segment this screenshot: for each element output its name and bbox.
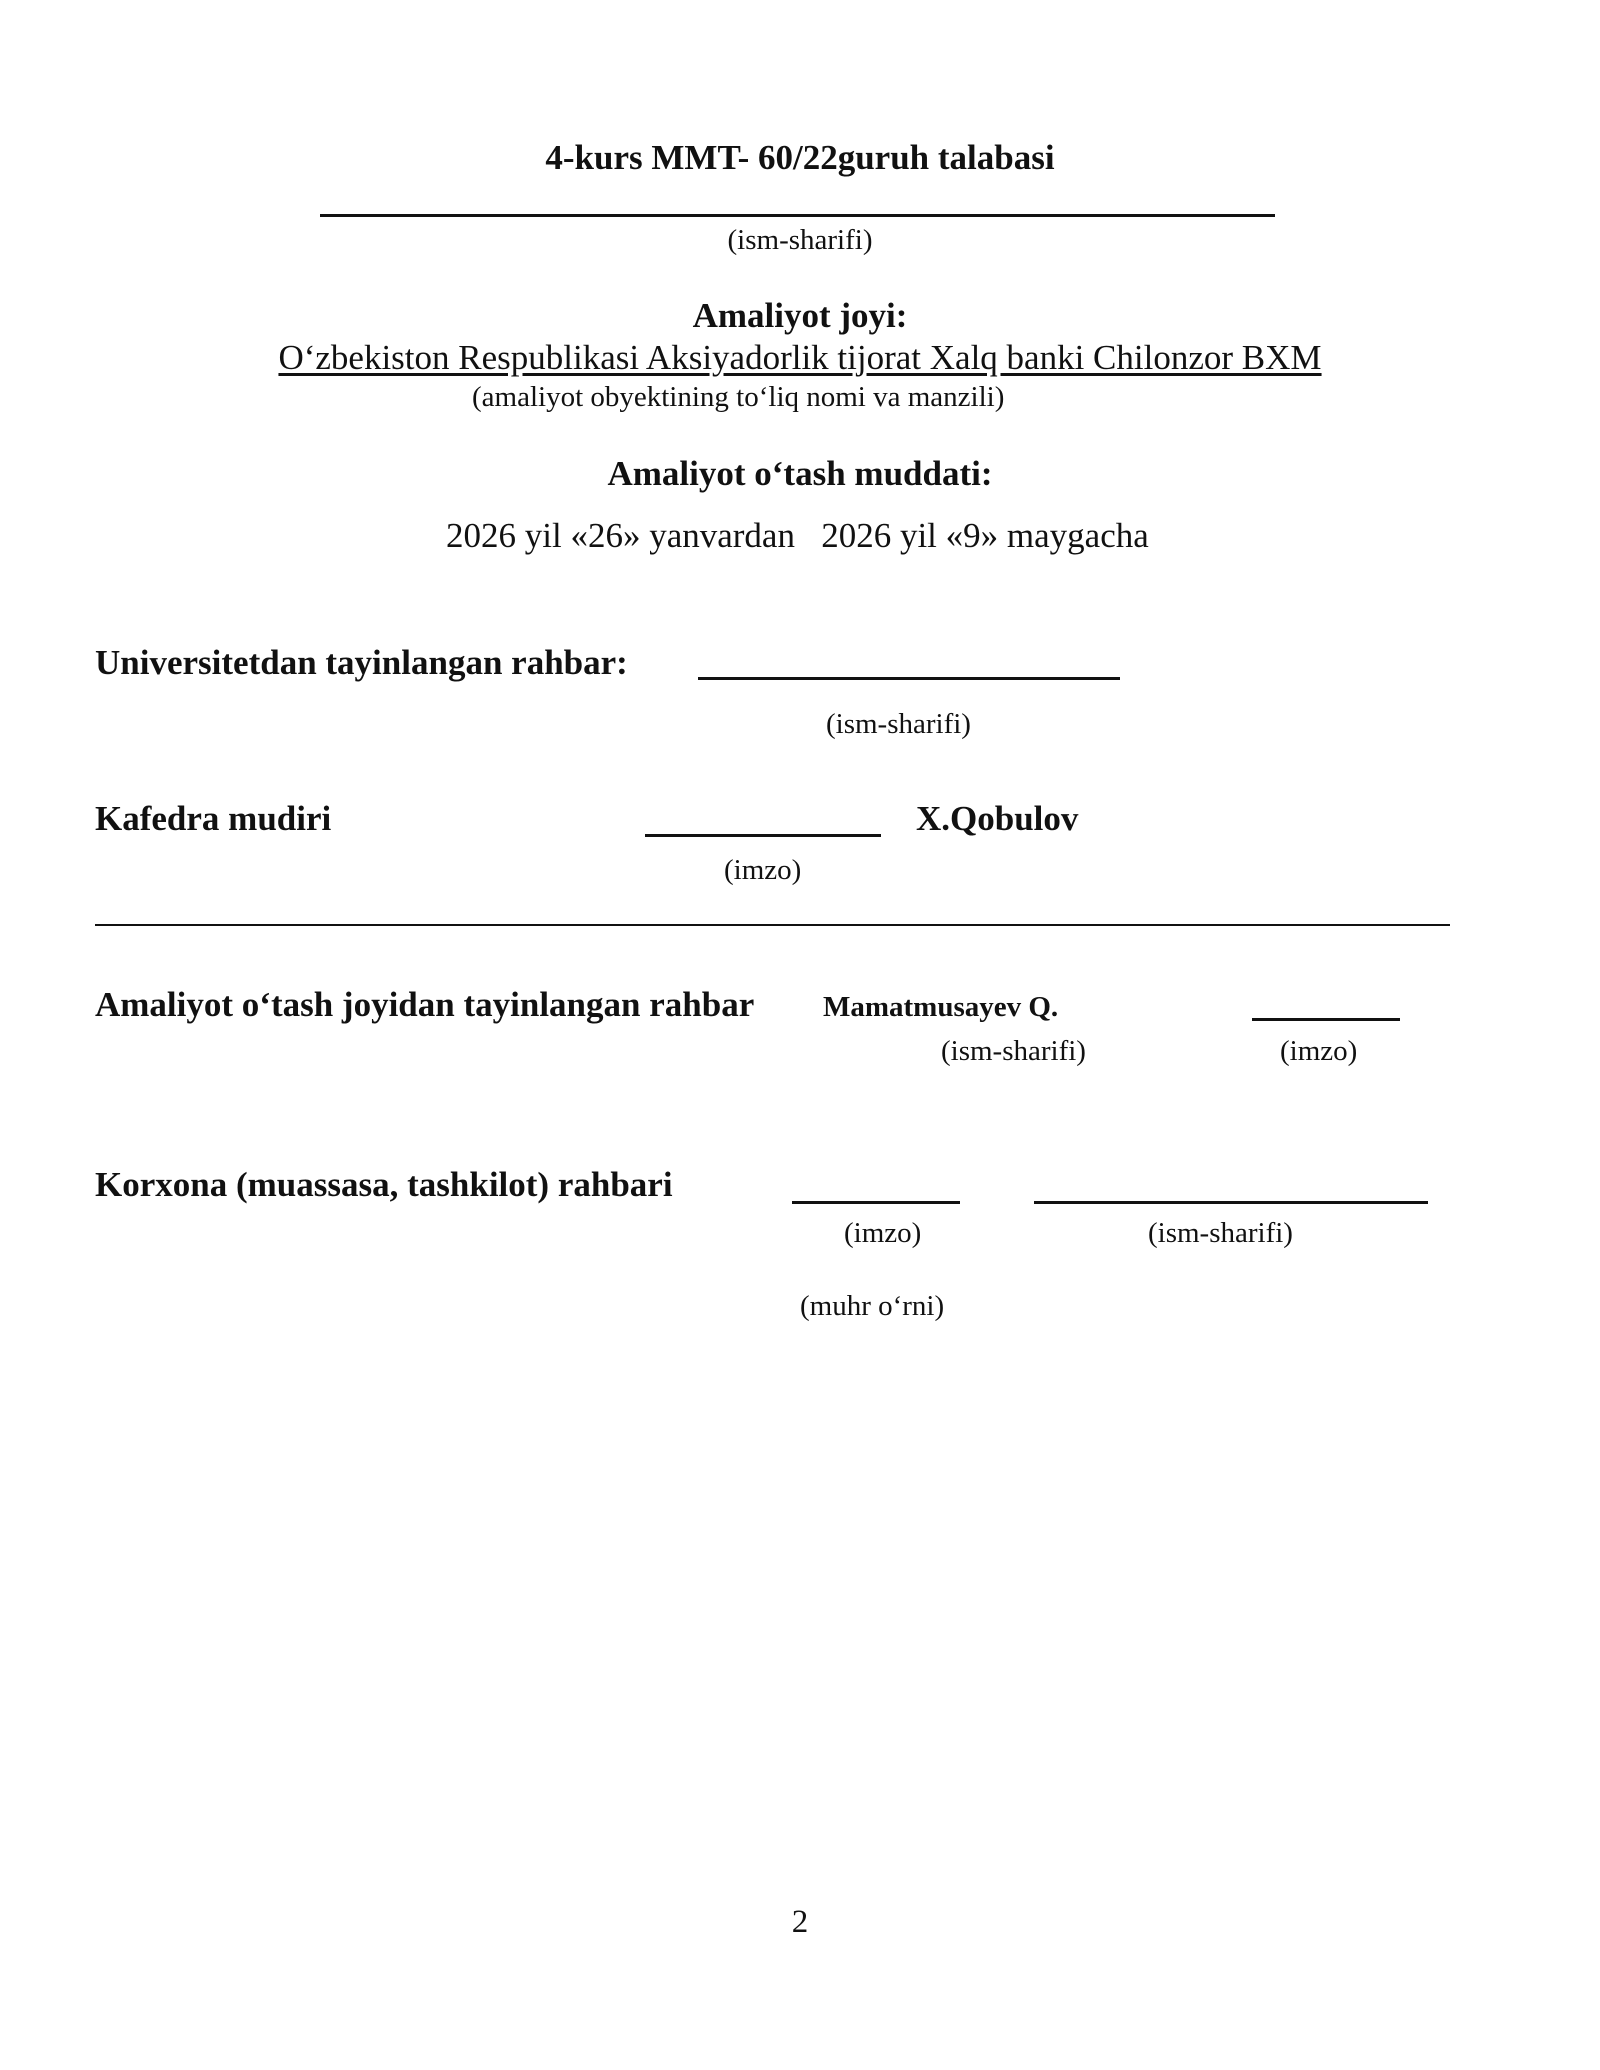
university-supervisor-label: Universitetdan tayinlangan rahbar: — [95, 643, 628, 682]
department-head-signature-line — [645, 834, 881, 837]
organization-head-name-caption: (ism-sharifi) — [1148, 1217, 1293, 1249]
university-supervisor-line — [698, 677, 1120, 680]
organization-head-signature-caption: (imzo) — [844, 1217, 922, 1249]
organization-head-name-line — [1034, 1201, 1428, 1204]
site-supervisor-label: Amaliyot o‘tash joyidan tayinlangan rahbar — [95, 985, 755, 1024]
site-supervisor-signature-line — [1252, 1018, 1400, 1021]
student-name-line — [320, 214, 1275, 217]
organization-head-signature-line — [792, 1201, 960, 1204]
student-title: 4-kurs MMT- 60/22guruh talabasi — [545, 138, 1055, 177]
site-supervisor-name: Mamatmusayev Q. — [823, 991, 1059, 1023]
department-head-label: Kafedra mudiri — [95, 799, 332, 838]
practice-place-caption: (amaliyot obyektining to‘liq nomi va manzili) — [472, 381, 1005, 413]
organization-head-label: Korxona (muassasa, tashkilot) rahbari — [95, 1165, 673, 1204]
department-head-signature-caption: (imzo) — [724, 854, 802, 886]
practice-place-heading: Amaliyot joyi: — [692, 296, 908, 335]
site-supervisor-signature-caption: (imzo) — [1280, 1035, 1358, 1067]
practice-period-dates: 2026 yil «26» yanvardan 2026 yil «9» maygacha — [446, 516, 1149, 555]
student-name-caption: (ism-sharifi) — [727, 224, 873, 256]
section-divider — [95, 924, 1450, 926]
site-supervisor-name-caption: (ism-sharifi) — [941, 1035, 1086, 1067]
department-head-name: X.Qobulov — [916, 799, 1079, 838]
university-supervisor-caption: (ism-sharifi) — [826, 708, 971, 740]
page-number: 2 — [791, 1904, 809, 1940]
stamp-place-caption: (muhr o‘rni) — [800, 1290, 945, 1322]
practice-organization: O‘zbekiston Respublikasi Aksiyadorlik tijorat Xalq banki Chilonzor BXM — [278, 338, 1322, 377]
practice-period-heading: Amaliyot o‘tash muddati: — [607, 454, 993, 493]
